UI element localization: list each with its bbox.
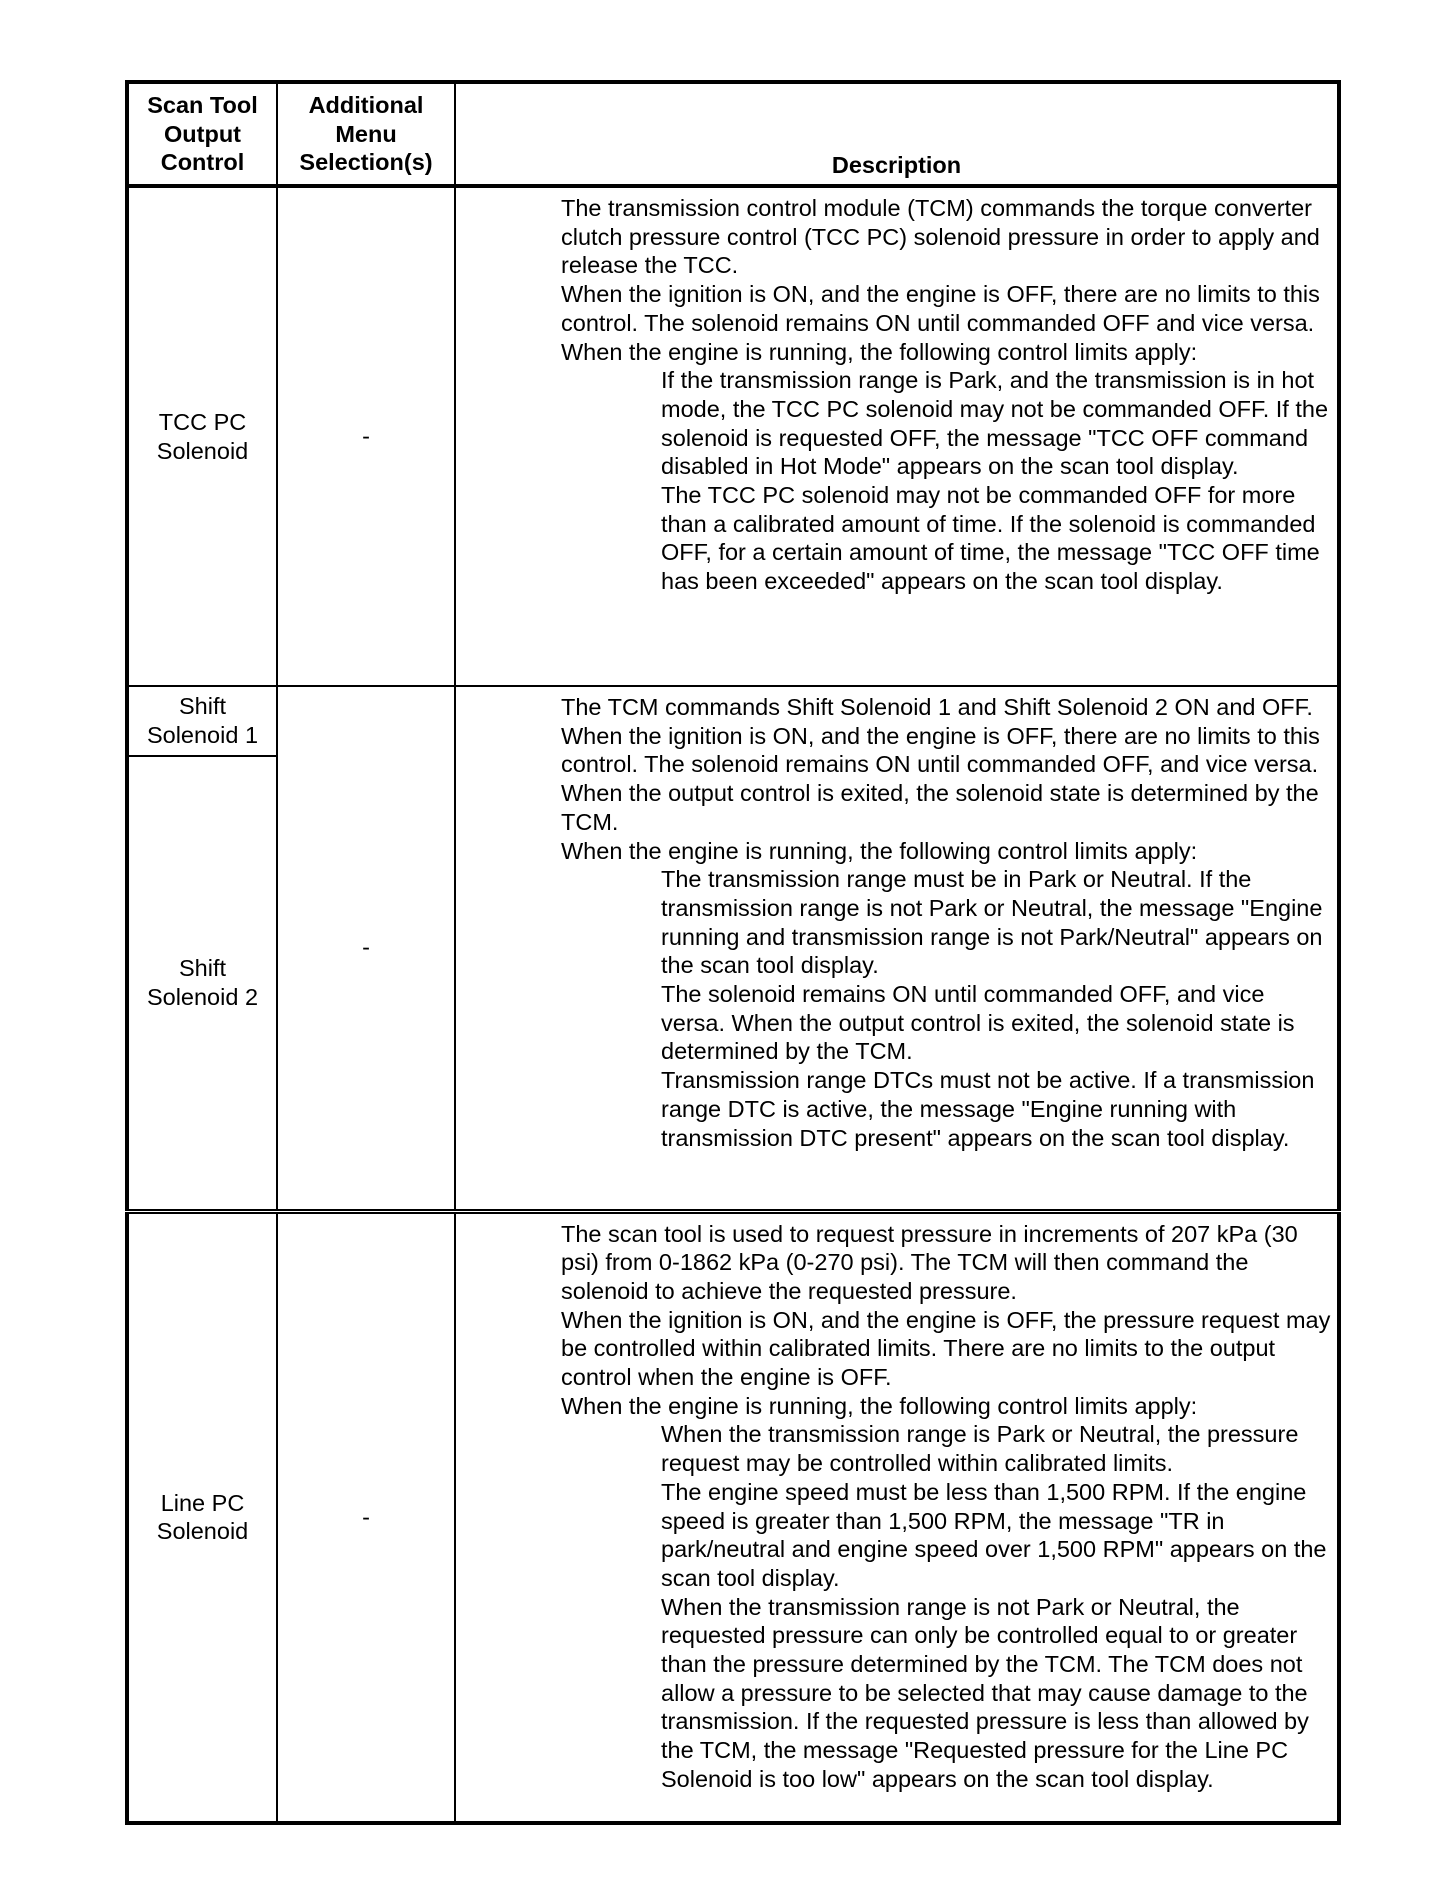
- description-cell: The transmission control module (TCM) commands the torque converter clutch pressure control (TCC PC) solenoid pressure in order to apply and release the TCC. When the ignition is ON, and the engine is OFF, there are no limits to this control. The solenoid remains ON until commanded OFF and vice versa. When the engine is running, the following control limits apply: If the transmission range is Park, and the transmission is in hot mode, the TCC PC solenoid may not be commanded OFF. If the solenoid is requested OFF, the message "TCC OFF command disabled in Hot Mode" appears on the scan tool display. The TCC PC solenoid may not be commanded OFF for more than a calibrated amount of time. If the solenoid is commanded OFF, for a certain amount of time, the message "TCC OFF time has been exceeded" appears on the scan tool display.: [455, 186, 1339, 686]
- output-control-table: [125, 80, 1341, 1825]
- header-scan-tool-output-control: Scan Tool Output Control: [127, 82, 277, 186]
- table-row: [127, 1211, 1339, 1823]
- table-row: [127, 686, 1339, 756]
- control-cell: TCC PC Solenoid: [127, 186, 277, 686]
- menu-selection-cell: -: [277, 1211, 455, 1823]
- header-additional-menu-selections: Additional Menu Selection(s): [277, 82, 455, 186]
- header-description: Description: [455, 82, 1339, 186]
- menu-selection-cell: -: [277, 686, 455, 1211]
- control-cell: Shift Solenoid 2: [127, 756, 277, 1211]
- description-cell: The TCM commands Shift Solenoid 1 and Shift Solenoid 2 ON and OFF. When the ignition is ON, and the engine is OFF, there are no limits to this control. The solenoid remains ON until commanded OFF, and vice versa. When the output control is exited, the solenoid state is determined by the TCM. When the engine is running, the following control limits apply: The transmission range must be in Park or Neutral. If the transmission range is not Park or Neutral, the message "Engine running and transmission range is not Park/Neutral" appears on the scan tool display. The solenoid remains ON until commanded OFF, and vice versa. When the output control is exited, the solenoid state is determined by the TCM. Transmission range DTCs must not be active. If a transmission range DTC is active, the message "Engine running with transmission DTC present" appears on the scan tool display.: [455, 686, 1339, 1211]
- header-row: [127, 82, 1339, 186]
- menu-selection-cell: -: [277, 186, 455, 686]
- control-cell: Line PC Solenoid: [127, 1211, 277, 1823]
- table-row: [127, 186, 1339, 686]
- control-cell: Shift Solenoid 1: [127, 686, 277, 756]
- description-cell: The scan tool is used to request pressure in increments of 207 kPa (30 psi) from 0-1862 kPa (0-270 psi). The TCM will then command the solenoid to achieve the requested pressure. When the ignition is ON, and the engine is OFF, the pressure request may be controlled within calibrated limits. There are no limits to the output control when the engine is OFF. When the engine is running, the following control limits apply: When the transmission range is Park or Neutral, the pressure request may be controlled within calibrated limits. The engine speed must be less than 1,500 RPM. If the engine speed is greater than 1,500 RPM, the message "TR in park/neutral and engine speed over 1,500 RPM" appears on the scan tool display. When the transmission range is not Park or Neutral, the requested pressure can only be controlled equal to or greater than the pressure determined by the TCM. The TCM does not allow a pressure to be selected that may cause damage to the transmission. If the requested pressure is less than allowed by the TCM, the message "Requested pressure for the Line PC Solenoid is too low" appears on the scan tool display.: [455, 1211, 1339, 1823]
